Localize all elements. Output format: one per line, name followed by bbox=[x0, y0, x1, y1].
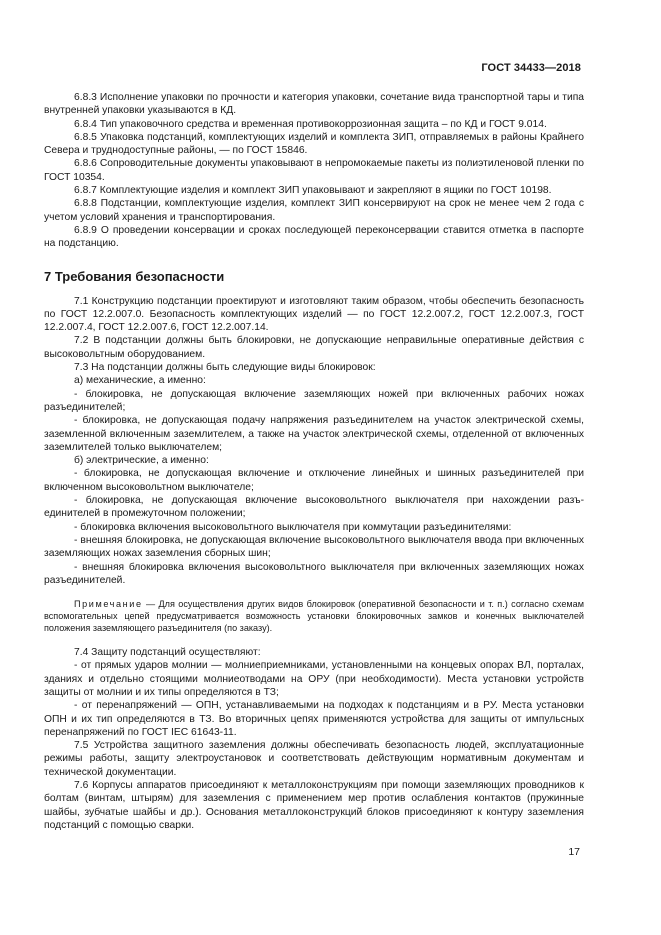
section-heading: 7 Требования безопасности bbox=[44, 268, 225, 284]
section-6-8-paragraphs bbox=[44, 91, 584, 251]
paragraph: 7.4 Защиту подстанций осуществляют: bbox=[74, 647, 261, 659]
paragraph: 6.8.5 Упаковка подстанций, комплектующих изделий и комплекта ЗИП, отправляемых в районы Крайнего Севера и труднодоступные районы, — по ГОСТ 15846. bbox=[44, 131, 584, 157]
note-text: — Для осуществления других видов блокировок (оперативной безопасности и т. п.) согласно схемам вспомогательных цепей предусматривается возможность установки блокировочных замков и конечных выключателей положения заземляющего разъединителя (по заказу). bbox=[44, 599, 584, 634]
list-item: - блокировка включения высоковольтного выключателя при коммутации разъединителями: bbox=[74, 521, 512, 533]
paragraph: 6.8.3 Исполнение упаковки по прочности и категория упаковки, сочетание вида транспортной тары и типа внутренней упаковки указываются в КД. bbox=[44, 92, 584, 117]
section-7-4-paragraphs bbox=[44, 646, 584, 832]
paragraph: 6.8.9 О проведении консервации и сроках последующей переконсервации ставится отметка в паспорте на подстанцию. bbox=[44, 224, 584, 250]
standard-number: ГОСТ 34433—2018 bbox=[481, 62, 581, 74]
list-item: - блокировка, не допускающая включение заземляющих ножей при включенных рабочих ножах разъединителей; bbox=[44, 388, 584, 413]
paragraph: 7.5 Устройства защитного заземления должны обеспечивать безопасность людей, эксплуатационные режимы работы, защиту электроустановок и соответствовать действующим нормативным документам и технической документации. bbox=[44, 740, 584, 778]
paragraph: 7.3 На подстанции должны быть следующие виды блокировок: bbox=[74, 362, 376, 374]
paragraph: 7.6 Корпусы аппаратов присоединяют к металлоконструкциям при помощи заземляющих проводников к болтам (винтам, штырям) для заземления с применением мер против ослабления контактов (пружинные шайбы, зубчатые шайбы и др.). Основания металлоконструкций блоков присоединяют к контуру заземления подстанций с помощью сварки. bbox=[44, 780, 584, 831]
list-item: - внешняя блокировка включения высоковольтного выключателя при включенных заземляющих ножах разъединителей. bbox=[44, 561, 584, 586]
list-item: б) электрические, а именно: bbox=[74, 455, 209, 467]
list-item: - внешняя блокировка, не допускающая включение высоковольтного выключателя ввода при включенных заземляющих ножах заземления сборных шин; bbox=[44, 534, 584, 560]
paragraph: 7.2 В подстанции должны быть блокировки, не допускающие неправильные оперативные действия с высоковольтным оборудованием. bbox=[44, 335, 584, 360]
list-item: - блокировка, не допускающая включение и отключение линейных и шинных разъединителей при включенном высоковольтном выключателе; bbox=[44, 468, 584, 493]
list-item: - от прямых ударов молнии — молниеприемниками, установленными на концевых опорах ВЛ, порталах, зданиях и отдельно стоящими молниеотводами на ОРУ (при необходимости). Места установки устройств защиты от молнии и их типы определяются в ТЗ; bbox=[44, 660, 584, 698]
list-item: - блокировка, не допускающая включение высоковольтного выключателя при нахождении разъединителей в промежуточном положении; bbox=[44, 495, 584, 520]
paragraph: 6.8.4 Тип упаковочного средства и временная противокоррозионная защита – по КД и ГОСТ 9.014. bbox=[74, 118, 547, 130]
section-7-paragraphs bbox=[44, 295, 584, 588]
paragraph: 6.8.6 Сопроводительные документы упаковывают в непромокаемые пакеты из полиэтиленовой пленки по ГОСТ 10354. bbox=[44, 158, 584, 183]
paragraph: 6.8.8 Подстанции, комплектующие изделия, комплект ЗИП консервируют на срок не менее чем 2 года с учетом условий хранения и транспортирования. bbox=[44, 198, 584, 223]
paragraph: 7.1 Конструкцию подстанции проектируют и изготовляют таким образом, чтобы обеспечить безопасность по ГОСТ 12.2.007.0. Безопасность комплектующих изделий — по ГОСТ 12.2.007.2, ГОСТ 12.2.007.3, ГОСТ 12.2.007.4, ГОСТ 12.2.007.6, ГОСТ 12.2.007.14. bbox=[44, 295, 584, 334]
paragraph: 6.8.7 Комплектующие изделия и комплект ЗИП упаковывают и закрепляют в ящики по ГОСТ 10198. bbox=[74, 185, 552, 197]
list-item: а) механические, а именно: bbox=[74, 375, 206, 387]
list-item: - блокировка, не допускающая подачу напряжения разъединителем на участок электрической схемы, заземленной включенным заземлителем, а также на участок электрической схемы, отделенной от включенных заземлителей только выключателем; bbox=[44, 415, 584, 453]
note bbox=[44, 598, 584, 634]
page-number: 17 bbox=[568, 846, 580, 858]
note-label: Примечание bbox=[74, 599, 143, 610]
list-item: - от перенапряжений — ОПН, устанавливаемыми на подходах к подстанциям и в РУ. Места установки ОПН и их тип определяются в ТЗ. Во вторичных цепях применяются устройства для защиты от импульсных перенапряжений по ГОСТ IEC 61643-11. bbox=[44, 700, 584, 738]
page-content bbox=[44, 91, 584, 832]
